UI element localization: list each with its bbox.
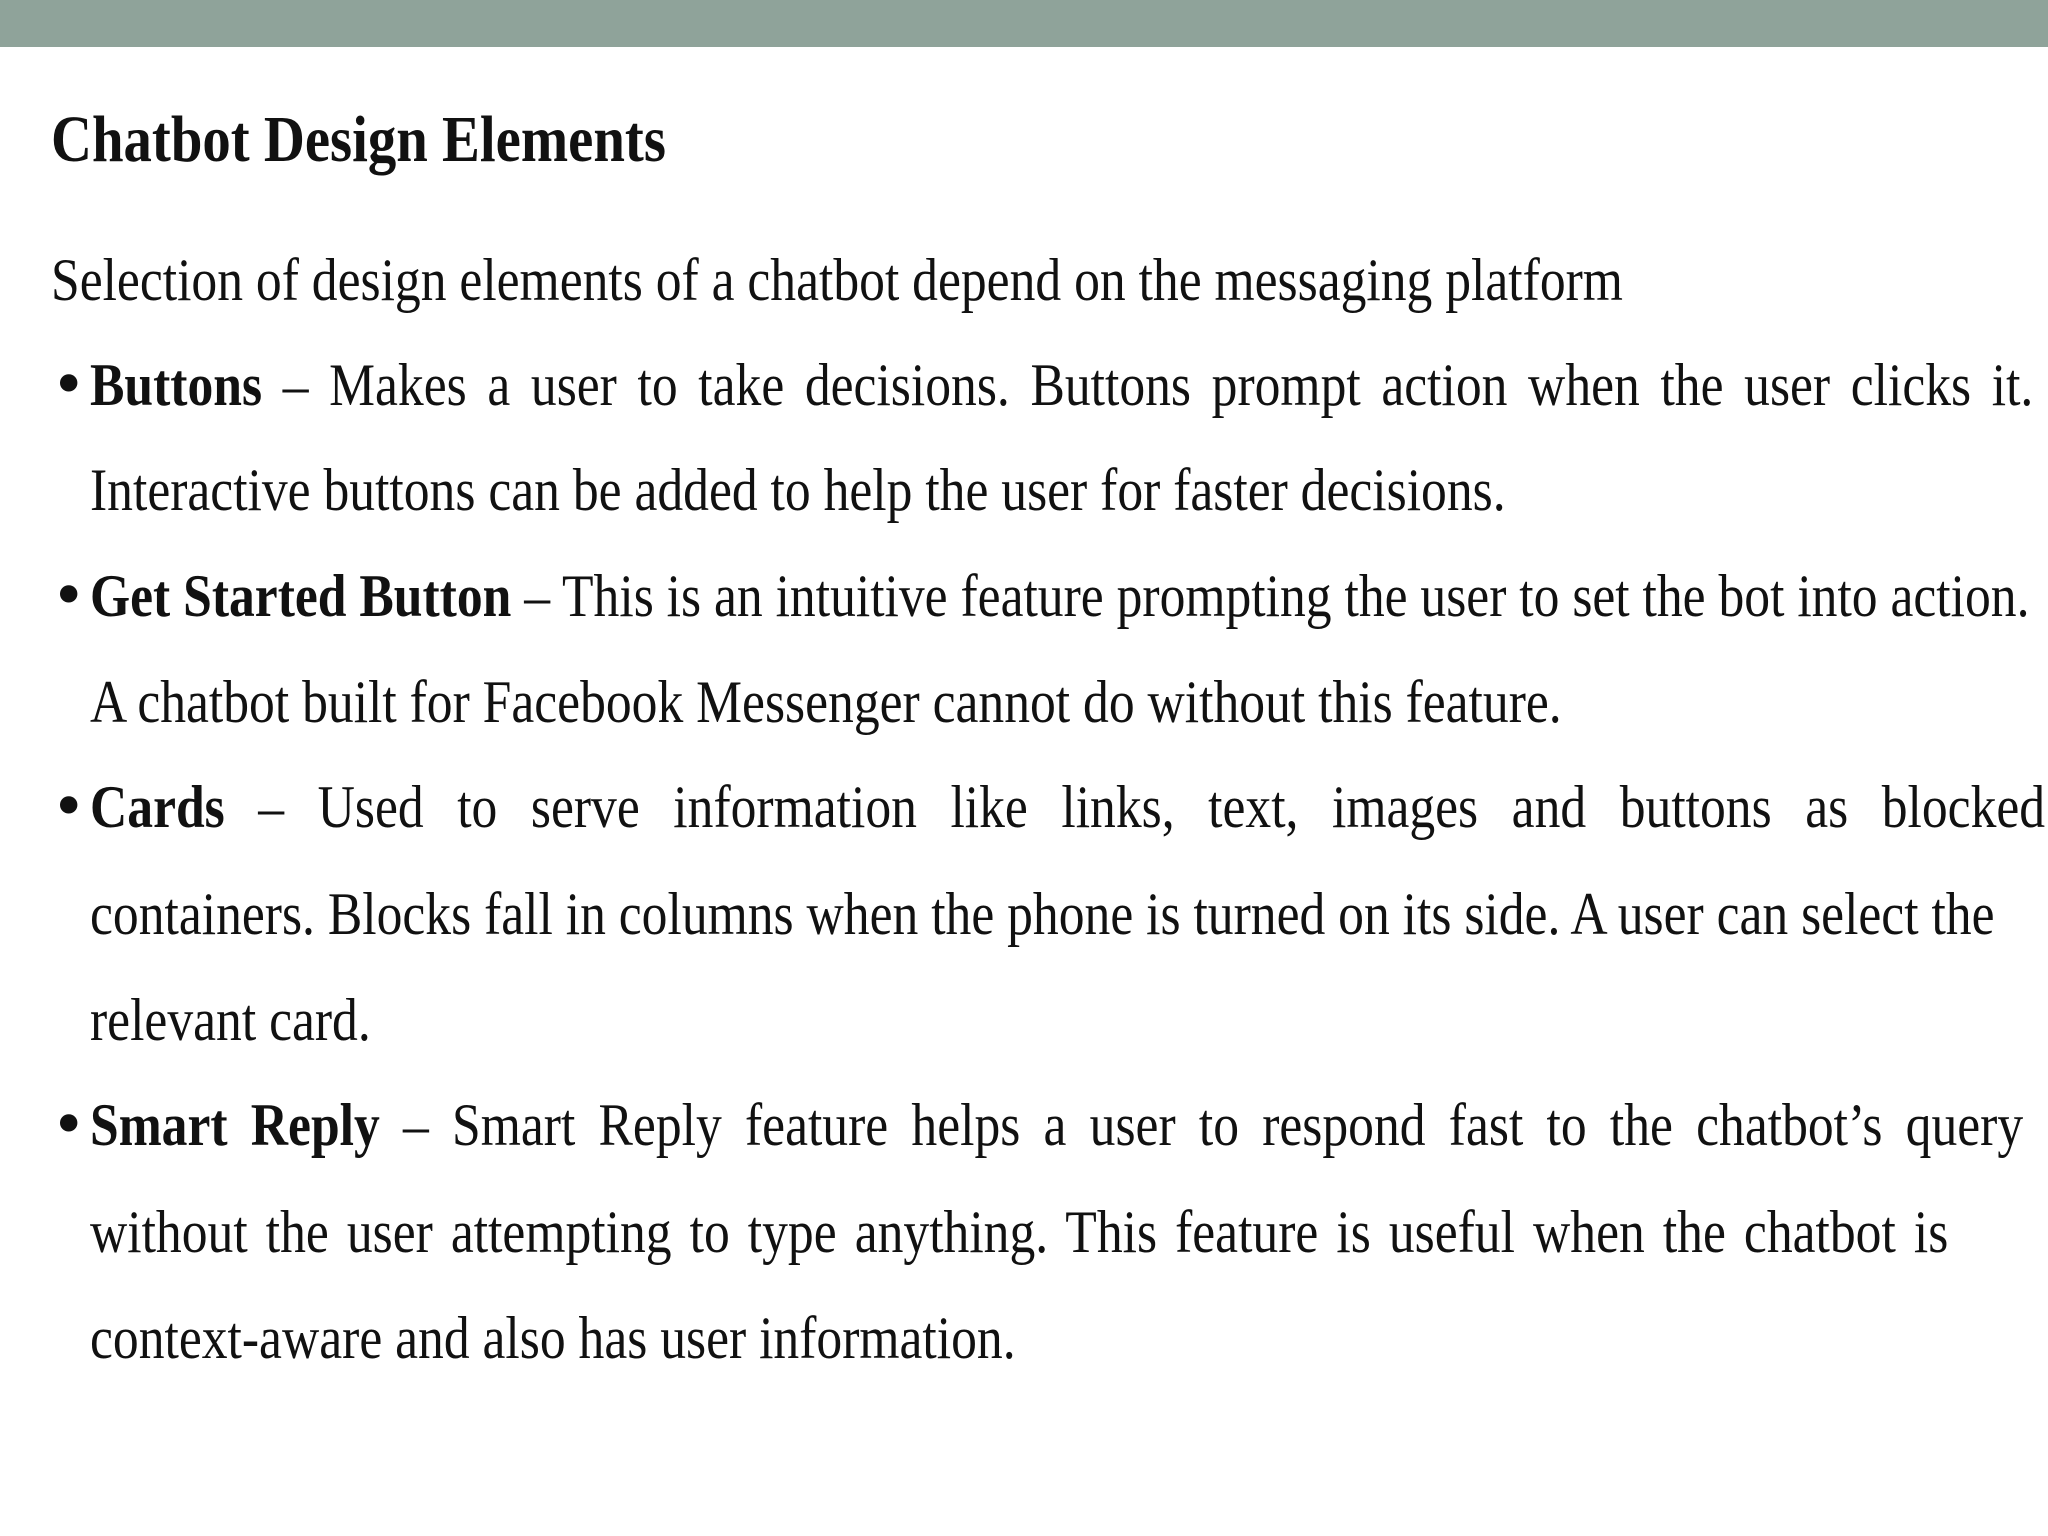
slide-title: Chatbot Design Elements <box>51 103 666 176</box>
bullet-text: – Makes a user to take decisions. Buttons prompt action when the user clicks it. <box>262 352 2034 418</box>
bullet-term: Cards <box>90 774 225 840</box>
bullet-text: – Used to serve information like links, text, images and buttons as blocked <box>224 774 2046 840</box>
bullet-line <box>90 556 2030 636</box>
bullet-line: relevant card. <box>90 987 371 1053</box>
bullet-line: containers. Blocks fall in columns when the phone is turned on its side. A user can select the <box>90 881 1995 947</box>
bullet-icon: • <box>51 1090 87 1160</box>
bullet-line: A chatbot built for Facebook Messenger cannot do without this feature. <box>90 669 1562 735</box>
bullet-line: context-aware and also has user information. <box>90 1305 1016 1371</box>
intro-text: Selection of design elements of a chatbot depend on the messaging platform <box>51 247 1623 313</box>
bullet-line: Interactive buttons can be added to help the user for faster decisions. <box>90 457 1506 523</box>
bullet-icon: • <box>51 772 87 842</box>
bullet-term: Buttons <box>90 352 263 418</box>
bullet-text: – This is an intuitive feature prompting the user to set the bot into action. <box>511 563 2030 629</box>
bullet-line <box>90 767 2046 847</box>
bullet-text: – Smart Reply feature helps a user to respond fast to the chatbot’s query <box>379 1092 2024 1158</box>
bullet-icon: • <box>51 561 87 631</box>
bullet-term: Get Started Button <box>90 563 512 629</box>
bullet-line <box>90 345 2034 425</box>
bullet-icon: • <box>51 350 87 420</box>
bullet-line: without the user attempting to type anything. This feature is useful when the chatbot is <box>90 1199 1949 1265</box>
top-bar <box>0 0 2048 47</box>
bullet-line <box>90 1085 2024 1165</box>
bullet-term: Smart Reply <box>90 1092 380 1158</box>
